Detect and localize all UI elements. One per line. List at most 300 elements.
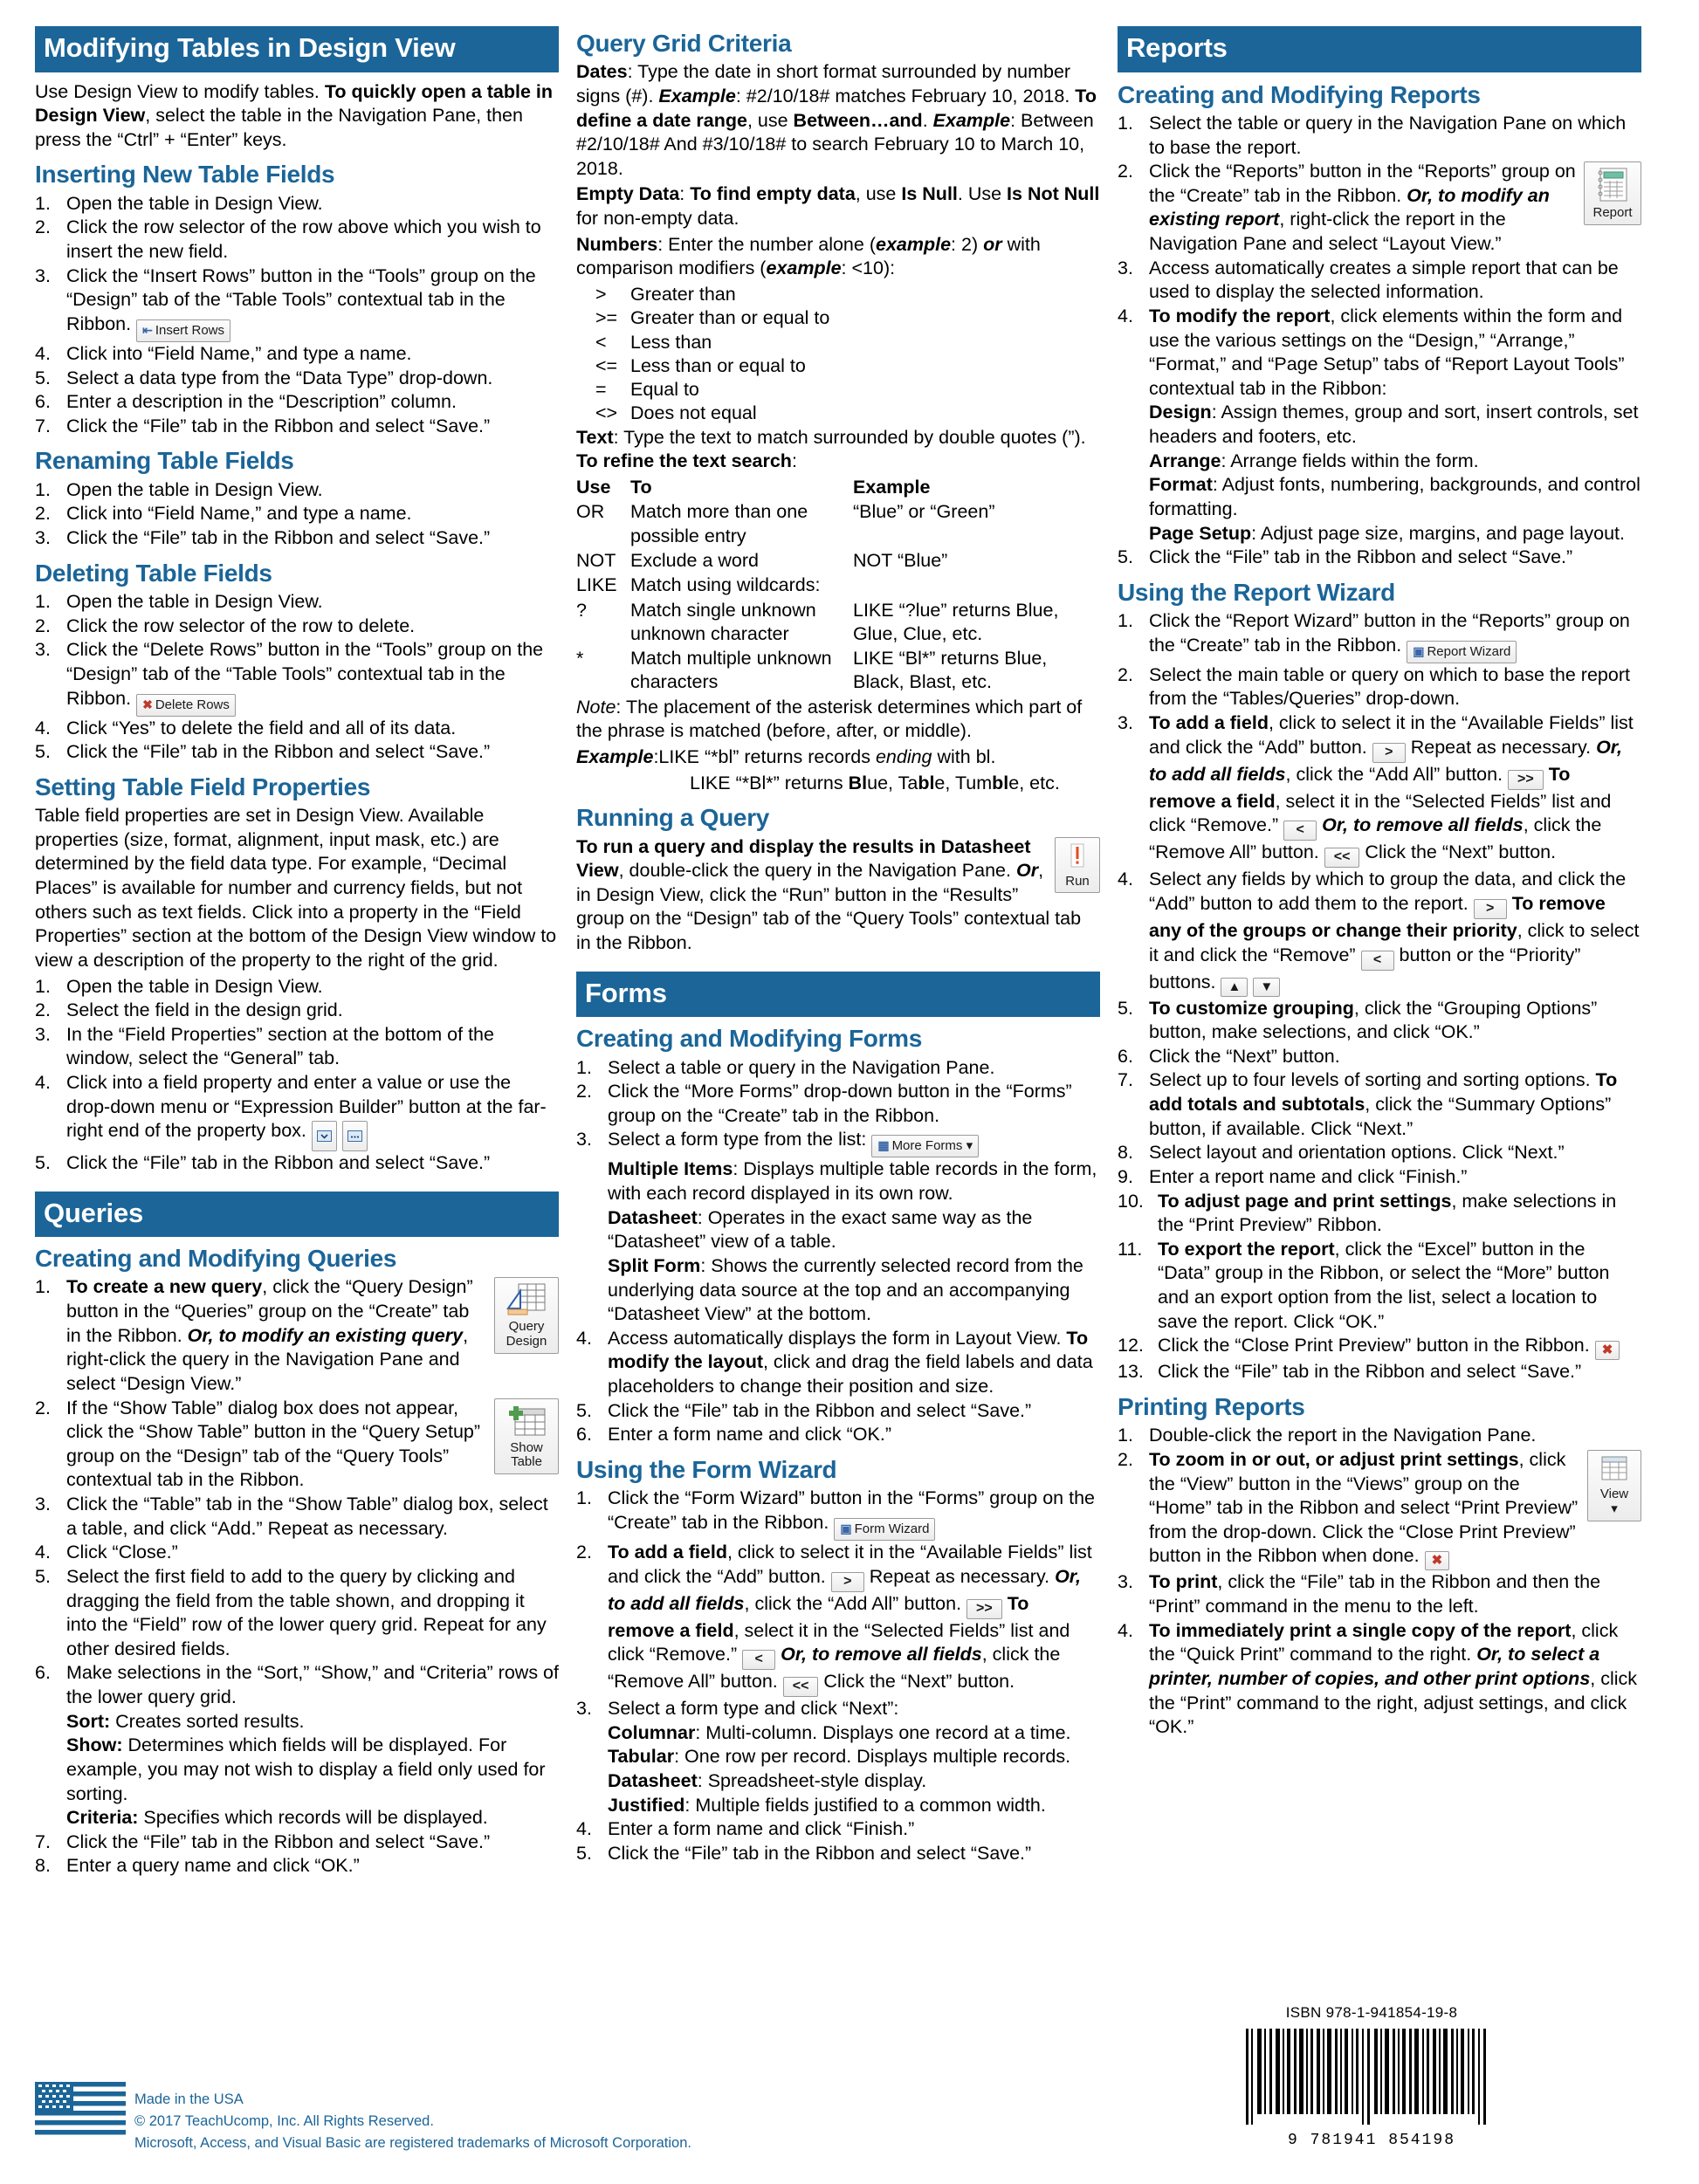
- query-design-icon: [506, 1282, 547, 1317]
- cell-example: LIKE “?lue” returns Blue, Glue, Clue, etc.: [853, 599, 1059, 644]
- step-text: Click the “Form Wizard” button in the “Forms” group on the “Create” tab in the Ribbon.: [608, 1487, 1095, 1533]
- add-field-button[interactable]: >: [831, 1572, 864, 1592]
- list-item: 3. Access automatically creates a simple report that can be used to display the selected information.: [1118, 257, 1619, 303]
- insert-rows-ribbon-button[interactable]: [136, 319, 230, 342]
- column-one: [35, 26, 559, 1999]
- list-item: 12. Click the “Close Print Preview” button in the Ribbon. ✖: [1118, 1334, 1641, 1360]
- list-item: 10. To adjust page and print settings, make selections in the “Print Preview” Ribbon.: [1118, 1190, 1617, 1236]
- wildcard-note: Note: The placement of the asterisk determines which part of the phrase is matched (before, after, or middle).: [576, 696, 1083, 742]
- operator-symbol: <: [595, 331, 607, 353]
- delete-rows-ribbon-button[interactable]: [136, 694, 236, 717]
- list-item: 5. Click the “File” tab in the Ribbon and select “Save.”: [576, 1842, 1032, 1864]
- step-number: 4.: [35, 1072, 51, 1094]
- step-number: 5.: [35, 367, 51, 388]
- step-bold: To create a new query: [66, 1276, 263, 1298]
- comparison-operators-table: [576, 283, 1100, 426]
- run-label: Run: [1065, 873, 1090, 889]
- query-design-ribbon-button[interactable]: [494, 1277, 559, 1354]
- cell-to: Match more than one possible entry: [630, 501, 808, 546]
- step-text: Access automatically creates a simple report that can be used to display the selected information.: [1149, 257, 1619, 303]
- cell-to: Match using wildcards:: [630, 574, 821, 596]
- step-text: Click the row selector of the row above which you wish to insert the new field.: [66, 216, 541, 263]
- trademark-text: Microsoft, Access, and Visual Basic are registered trademarks of Microsoft Corporation.: [134, 2134, 691, 2151]
- operator-symbol: <>: [595, 402, 618, 424]
- list-item: [35, 717, 559, 741]
- step-text: In the “Field Properties” section at the bottom of the window, select the “General” tab.: [66, 1023, 494, 1069]
- list-item: [35, 615, 559, 639]
- show-table-ribbon-button[interactable]: [494, 1398, 559, 1475]
- step-number: 3.: [35, 527, 51, 549]
- list-item: 6. Enter a form name and click “OK.”: [576, 1424, 891, 1446]
- page-footer: [35, 2082, 995, 2154]
- chevron-down-icon: ▾: [1611, 1501, 1618, 1516]
- list-item: 6. Make selections in the “Sort,” “Show,” and “Criteria” rows of the lower query grid. Sort: Creates sorted results. Show: Determines which fields will be displayed. For example, you may not wish to display a field only used for sorting. Criteria: Specifies which records will be displayed.: [35, 1662, 559, 1829]
- columnar-label: Columnar: [608, 1721, 696, 1743]
- step-number: 6.: [35, 391, 51, 413]
- list-renaming-table-fields: [35, 478, 559, 551]
- add-all-fields-button[interactable]: >>: [1508, 770, 1544, 790]
- step-number: 4.: [35, 342, 51, 364]
- datasheet-label: Datasheet: [608, 1206, 698, 1228]
- heading-query-grid-criteria: Query Grid Criteria: [576, 30, 792, 57]
- cell-example: LIKE “Bl*” returns Blue, Black, Blast, etc.: [853, 648, 1048, 693]
- expression-builder-button[interactable]: [342, 1121, 368, 1151]
- step-number: 7.: [35, 415, 51, 436]
- add-field-button[interactable]: >: [1372, 743, 1406, 763]
- list-item: [35, 192, 559, 216]
- list-item: 3. Select a form type and click “Next”: Columnar: Multi-column. Displays one record at a time. Tabular: One row per record. Displays multiple records. Datasheet: Spreadsheet-style display. Justified: Multiple fields justified to a common width.: [576, 1698, 1071, 1816]
- list-item: [35, 999, 559, 1023]
- wildcard-example-line2: LIKE “*Bl*” returns Blue, Table, Tumble, etc.: [690, 772, 1060, 793]
- step-text: Click the “File” tab in the Ribbon and select “Save.”: [66, 741, 491, 763]
- step-text: If the “Show Table” dialog box does not appear, click the “Show Table” button in the “Query Setup” group on the “Design” tab of the “Query Tools” contextual tab in the Ribbon.: [66, 1397, 481, 1491]
- list-item: 2. To add a field, click to select it in the “Available Fields” list and click the “Add” button. > Repeat as necessary. Or, to add all fields, click the “Add All” button. >> To remove a field, select it in the “Selected Fields” list and click “Remove.” < Or, to remove all fields, click the “Remove All” button. << Click the “Next” button.: [576, 1541, 1100, 1697]
- banner-modifying-tables: Modifying Tables in Design View: [35, 26, 559, 72]
- list-item: 5. Click the “File” tab in the Ribbon and select “Save.”: [1118, 546, 1573, 568]
- close-print-preview-icon[interactable]: ✖: [1595, 1341, 1620, 1360]
- table-row: [576, 500, 1100, 548]
- step-bold-italic: Or, to modify an existing query: [187, 1324, 464, 1346]
- remove-field-button[interactable]: <: [742, 1650, 775, 1670]
- criteria-desc: Specifies which records will be displayed.: [138, 1807, 488, 1829]
- insert-rows-icon: ⇤: [142, 322, 153, 337]
- sort-desc: Creates sorted results.: [110, 1710, 305, 1732]
- step-text: Click the “File” tab in the Ribbon and select “Save.”: [608, 1842, 1032, 1864]
- list-item: 9. Enter a report name and click “Finish.”: [1118, 1165, 1468, 1187]
- usa-flag-icon: [35, 2082, 126, 2138]
- list-form-wizard: [576, 1487, 1100, 1865]
- wildcards-table: [576, 476, 1100, 695]
- list-item: 3. To print, click the “File” tab in the Ribbon and then the “Print” command in the menu to the left.: [1118, 1571, 1601, 1617]
- step-text: Double-click the report in the Navigation Pane.: [1149, 1425, 1537, 1446]
- heading-using-form-wizard: Using the Form Wizard: [576, 1455, 837, 1483]
- step-text: Enter a form name and click “Finish.”: [608, 1818, 915, 1840]
- step-text: Click the “Insert Rows” button in the “Tools” group on the “Design” tab of the “Table Tools” contextual tab in the Ribbon.: [66, 264, 536, 334]
- step-text: Click the “Close Print Preview” button in the Ribbon.: [1158, 1335, 1590, 1356]
- heading-creating-modifying-reports: Creating and Modifying Reports: [1118, 80, 1481, 108]
- list-item: 11. To export the report, click the “Excel” button in the “Data” group in the Ribbon, or select the “More” button and an export option from the list, select a location to save the report. Click “OK.”: [1118, 1238, 1610, 1332]
- step-text: Click the “Delete Rows” button in the “Tools” group on the “Design” tab of the “Table Tools” contextual tab in the Ribbon.: [66, 639, 544, 709]
- table-row: [576, 283, 1100, 306]
- more-forms-label: More Forms: [891, 1138, 963, 1154]
- more-forms-icon: ▦: [877, 1138, 890, 1153]
- example-label: Example: [576, 745, 654, 767]
- text-criteria-paragraph: Text: Type the text to match surrounded by double quotes (”). To refine the text search:: [576, 426, 1086, 472]
- step-number: 4.: [35, 717, 51, 738]
- report-wizard-label: Report Wizard: [1427, 643, 1511, 659]
- step-text: Click “Yes” to delete the field and all of its data.: [66, 717, 457, 738]
- step-number: 2.: [35, 216, 51, 238]
- operator-symbol: =: [595, 379, 607, 401]
- operator-meaning: Equal to: [630, 379, 699, 401]
- list-item: [35, 740, 559, 765]
- column-header-use: Use: [576, 477, 611, 498]
- list-report-wizard: [1118, 609, 1641, 1384]
- delete-rows-icon: ✖: [142, 697, 153, 711]
- step-text: Select the table or query in the Navigation Pane on which to base the report.: [1149, 112, 1627, 158]
- report-label: Report: [1592, 205, 1633, 221]
- list-item: 3. Click the “Table” tab in the “Show Table” dialog box, select a table, and click “Add.” Repeat as necessary.: [35, 1494, 548, 1539]
- list-item: 3. Select a form type from the list: ▦ More Forms ▾ Multiple Items: Displays multiple table records in the form, with each record displayed in its own row. Datasheet: Operates in the exact same way as the “Datasheet” view of a table. Split Form: Shows the currently selected record from the underlying data source at the top and an accompanying “Datasheet View” at the bottom.: [576, 1129, 1097, 1325]
- step-text: Click the row selector of the row to delete.: [66, 615, 416, 636]
- banner-reports: Reports: [1118, 26, 1641, 72]
- list-item: 4. Click “Close.”: [35, 1542, 178, 1563]
- table-row: [576, 599, 1100, 647]
- list-item: [35, 478, 559, 503]
- view-ribbon-button[interactable]: [1587, 1450, 1641, 1521]
- step-text: Click “Close.”: [66, 1542, 178, 1563]
- heading-running-a-query: Running a Query: [576, 804, 770, 832]
- step-text: Click the “File” tab in the Ribbon and select “Save.”: [66, 527, 491, 549]
- heading-printing-reports: Printing Reports: [1118, 1392, 1305, 1420]
- list-item: [35, 1071, 559, 1151]
- operator-symbol: <=: [595, 354, 618, 376]
- column-header-to: To: [630, 477, 652, 498]
- cell-use: NOT: [576, 549, 616, 571]
- show-label: Show:: [66, 1734, 123, 1756]
- text-label: Text: [576, 426, 614, 448]
- table-row: [576, 549, 1100, 573]
- query-design-label-1: Query: [508, 1319, 545, 1335]
- list-item: 1. Select the table or query in the Navigation Pane on which to base the report.: [1118, 112, 1627, 158]
- remove-all-fields-button[interactable]: <<: [783, 1677, 819, 1697]
- datasheet-label: Datasheet: [608, 1770, 698, 1792]
- list-item: [35, 342, 559, 367]
- banner-forms: Forms: [576, 972, 1100, 1018]
- step-text: , click the “Query Design” button in the “Queries” group on the “Create” tab in the Ribbon.: [66, 1276, 473, 1346]
- table-row: [576, 331, 1100, 354]
- chevron-down-icon: ▾: [966, 1138, 973, 1154]
- split-form-label: Split Form: [608, 1254, 701, 1276]
- report-ribbon-button[interactable]: [1584, 161, 1641, 225]
- cell-use: ?: [576, 599, 587, 621]
- intro-text-c: , select the table in the Navigation Pane, then press the “Ctrl” + “Enter” keys.: [35, 105, 523, 150]
- step-text: Enter a description in the “Description” column.: [66, 391, 457, 413]
- step-number: 5.: [35, 741, 51, 763]
- operator-meaning: Less than: [630, 331, 712, 353]
- empty-data-label: Empty Data: [576, 183, 680, 205]
- heading-creating-modifying-forms: Creating and Modifying Forms: [576, 1025, 923, 1053]
- add-all-fields-button[interactable]: >>: [966, 1599, 1002, 1619]
- step-number: 3.: [35, 639, 51, 661]
- show-table-label-1: Show: [510, 1439, 543, 1455]
- footer-text-block: [134, 2082, 691, 2154]
- made-in-usa-text: Made in the USA: [134, 2091, 244, 2107]
- step-text: Click the “File” tab in the Ribbon and select “Save.”: [66, 1830, 491, 1852]
- list-item: 4. Select any fields by which to group the data, and click the “Add” button to add them to the report. > To remove any of the groups or change their priority, click to select it and click the “Remove” < button or the “Priority” buttons. ▲ ▼: [1118, 868, 1641, 996]
- show-desc: Determines which fields will be displayed. For example, you may not wish to display a field only used for sorting.: [66, 1734, 546, 1804]
- step-number: 5.: [35, 1151, 51, 1173]
- list-creating-modifying-forms: [576, 1056, 1100, 1447]
- operator-symbol: >: [595, 283, 607, 305]
- run-ribbon-button[interactable]: [1055, 837, 1100, 894]
- heading-creating-modifying-queries: Creating and Modifying Queries: [35, 1245, 397, 1273]
- list-item: [35, 216, 559, 264]
- note-label: Note: [576, 696, 616, 718]
- list-item: [35, 390, 559, 415]
- cell-to: Exclude a word: [630, 549, 759, 571]
- list-item: 1. Query Design To create a new query, click the “Query Design” button in the “Queries” group on the “Create” tab in the Ribbon. Or, to modify an existing query, right-click the query in the Navigation Pane and select “Design View.”: [35, 1275, 559, 1396]
- numbers-label: Numbers: [576, 233, 658, 255]
- step-text: Enter a form name and click “OK.”: [608, 1424, 891, 1446]
- list-item: 7. Click the “File” tab in the Ribbon and select “Save.”: [35, 1830, 491, 1852]
- show-table-label-2: Table: [511, 1454, 542, 1470]
- step-text: Click the “File” tab in the Ribbon and select “Save.”: [66, 1151, 491, 1173]
- remove-field-button[interactable]: <: [1283, 821, 1317, 841]
- form-wizard-label: Form Wizard: [854, 1521, 930, 1536]
- step-number: 2.: [35, 999, 51, 1021]
- list-setting-table-field-properties: [35, 975, 559, 1176]
- criteria-label: Criteria:: [66, 1807, 139, 1829]
- step-text: Select layout and orientation options. Click “Next.”: [1149, 1142, 1565, 1164]
- report-wizard-ribbon-button[interactable]: [1407, 641, 1517, 663]
- operator-meaning: Greater than or equal to: [630, 307, 830, 329]
- report-icon: [1595, 167, 1630, 203]
- step-number: 2.: [35, 615, 51, 636]
- list-item: 1. Click the “Report Wizard” button in the “Reports” group on the “Create” tab in the Ribbon. ▣ Report Wizard: [1118, 609, 1641, 663]
- list-inserting-new-table-fields: [35, 192, 559, 439]
- delete-rows-label: Delete Rows: [155, 697, 230, 712]
- close-print-preview-icon[interactable]: ✖: [1425, 1551, 1450, 1570]
- cell-use: LIKE: [576, 574, 617, 596]
- step-text: Click the “Table” tab in the “Show Table” dialog box, select a table, and click “Add.” Repeat as necessary.: [66, 1494, 548, 1539]
- list-item: [35, 975, 559, 999]
- insert-rows-label: Insert Rows: [155, 322, 225, 338]
- step-text: Open the table in Design View.: [66, 192, 323, 214]
- step-text: Open the table in Design View.: [66, 591, 323, 613]
- step-text: , right-click the query in the Navigation Pane and select “Design View.”: [66, 1324, 469, 1394]
- chevron-down-icon: [317, 1130, 332, 1142]
- list-item: 1. Double-click the report in the Navigation Pane.: [1118, 1425, 1537, 1446]
- list-item: 2. Show Table If the “Show Table” dialog box does not appear, click the “Show Table” button in the “Query Setup” group on the “Design” tab of the “Query Tools” contextual tab in the Ribbon.: [35, 1397, 559, 1494]
- list-item: [35, 367, 559, 391]
- list-creating-modifying-reports: [1118, 112, 1641, 570]
- step-text: Make selections in the “Sort,” “Show,” and “Criteria” rows of the lower query grid.: [66, 1662, 559, 1708]
- list-item: 5. To customize grouping, click the “Grouping Options” button, make selections, and click “OK.”: [1118, 997, 1598, 1043]
- operator-meaning: Does not equal: [630, 402, 757, 424]
- priority-up-button[interactable]: ▲: [1221, 978, 1248, 997]
- step-text: Click into “Field Name,” and type a name.: [66, 342, 412, 364]
- sort-label: Sort:: [66, 1710, 111, 1732]
- remove-all-fields-button[interactable]: <<: [1324, 848, 1360, 868]
- isbn-digits: 9 781941 854198: [1287, 2132, 1456, 2149]
- step-text: Select a form type from the list:: [608, 1129, 867, 1150]
- step-text: Select a table or query in the Navigation Pane.: [608, 1056, 995, 1078]
- heading-setting-table-field-properties: Setting Table Field Properties: [35, 773, 371, 800]
- list-item: 7. Select up to four levels of sorting and sorting options. To add totals and subtotals, click the “Summary Options” button, if available. Click “Next.”: [1118, 1069, 1618, 1139]
- heading-renaming-table-fields: Renaming Table Fields: [35, 447, 294, 475]
- step-text: Select a data type from the “Data Type” drop-down.: [66, 367, 493, 388]
- list-item: [35, 526, 559, 551]
- operator-symbol: >=: [595, 307, 618, 329]
- step-number: 1.: [35, 478, 51, 500]
- tabular-label: Tabular: [608, 1746, 675, 1768]
- step-number: 1.: [35, 192, 51, 214]
- table-row: [576, 378, 1100, 402]
- step-number: 3.: [35, 1023, 51, 1045]
- page-setup-label: Page Setup: [1149, 522, 1252, 544]
- barcode-image: [1228, 2029, 1516, 2130]
- format-label: Format: [1149, 474, 1213, 496]
- step-text: Enter a report name and click “Finish.”: [1149, 1165, 1468, 1187]
- list-item: 4. Access automatically displays the form in Layout View. To modify the layout, click and drag the field labels and data placeholders to change their position and size.: [576, 1327, 1093, 1398]
- banner-queries: Queries: [35, 1192, 559, 1238]
- step-number: 1.: [35, 975, 51, 997]
- design-label: Design: [1149, 402, 1212, 423]
- list-item: [35, 264, 559, 342]
- step-number: 1.: [35, 591, 51, 613]
- list-item: 8. Select layout and orientation options. Click “Next.”: [1118, 1142, 1565, 1164]
- list-deleting-table-fields: [35, 590, 559, 765]
- step-text: Click the “Report Wizard” button in the “Reports” group on the “Create” tab in the Ribbon.: [1149, 610, 1630, 656]
- step-text: Open the table in Design View.: [66, 478, 323, 500]
- running-query-paragraph: Run To run a query and display the results in Datasheet View, double-click the query in the Navigation Pane. Or, in Design View, click the “Run” button in the “Results” group on the “Design” tab of the “Query Tools” contextual tab in the Ribbon.: [576, 835, 1100, 956]
- isbn-label: ISBN 978-1-941854-19-8: [1285, 2004, 1458, 2021]
- run-exclamation-icon: [1069, 842, 1086, 872]
- step-text: Open the table in Design View.: [66, 975, 323, 997]
- list-item: 5. Select the first field to add to the query by clicking and dragging the field from the table shown, and dropping it into the “Field” row of the lower query grid. Repeat for any other desired fields.: [35, 1565, 547, 1659]
- list-item: 2. Report Click the “Reports” button in the “Reports” group on the “Create” tab in the Ribbon. Or, to modify an existing report, right-click the report in the Navigation Pane and select “Layout View.”: [1118, 160, 1641, 257]
- list-item: 8. Enter a query name and click “OK.”: [35, 1855, 360, 1877]
- report-wizard-icon: ▣: [1413, 643, 1425, 658]
- list-printing-reports: [1118, 1424, 1641, 1740]
- list-item: 1. Select a table or query in the Navigation Pane.: [576, 1056, 995, 1078]
- column-two: [576, 26, 1100, 1999]
- show-table-icon: [506, 1404, 547, 1439]
- dropdown-arrow-button[interactable]: [312, 1121, 337, 1151]
- list-item: 2. Select the main table or query on which to base the report from the “Tables/Queries” drop-down.: [1118, 663, 1630, 710]
- step-text: Click into a field property and enter a value or use the drop-down menu or “Expression Builder” button at the far-right end of the property box.: [66, 1072, 547, 1142]
- form-wizard-ribbon-button[interactable]: [834, 1518, 935, 1541]
- field-properties-paragraph: Table field properties are set in Design View. Available properties (size, format, alignment, input mask, etc.) are determined by the field data type. For example, “Decimal Places” is available for number and currency fields, but not others such as text fields. Click into a property in the “Field Properties” section at the bottom of the Design View window to view a description of the property to the right of the grid.: [35, 805, 557, 971]
- priority-down-button[interactable]: ▼: [1253, 978, 1280, 997]
- cell-example: NOT “Blue”: [853, 549, 948, 571]
- heading-deleting-table-fields: Deleting Table Fields: [35, 559, 272, 587]
- copyright-text: © 2017 TeachUcomp, Inc. All Rights Reserved.: [134, 2112, 434, 2129]
- list-item: 5. Click the “File” tab in the Ribbon and select “Save.”: [576, 1399, 1032, 1421]
- list-item: 4. Enter a form name and click “Finish.”: [576, 1818, 915, 1840]
- arrange-label: Arrange: [1149, 450, 1221, 471]
- column-header-example: Example: [853, 477, 931, 498]
- table-row: [576, 573, 1100, 597]
- cell-to: Match multiple unknown characters: [630, 648, 832, 693]
- cell-to: Match single unknown unknown character: [630, 599, 816, 644]
- empty-data-paragraph: Empty Data: To find empty data, use Is Null. Use Is Not Null for non-empty data.: [576, 183, 1100, 230]
- dates-paragraph: Dates: Type the date in short format surrounded by number signs (#). Example: #2/10/18# matches February 10, 2018. To define a date range, use Between…and. Example: Between #2/10/18# And #3/10/18# to search February 10 to March 10, 2018.: [576, 61, 1097, 179]
- column-three: [1118, 26, 1641, 1999]
- table-row: [576, 647, 1100, 695]
- heading-using-report-wizard: Using the Report Wizard: [1118, 578, 1395, 606]
- list-creating-modifying-queries: [35, 1275, 559, 1878]
- cell-example: [853, 573, 1100, 597]
- wildcard-example: Example:LIKE “*bl” returns records ending with bl.: [576, 745, 996, 767]
- operator-meaning: Greater than: [630, 283, 736, 305]
- table-row: [576, 354, 1100, 378]
- step-text: Click into “Field Name,” and type a name.: [66, 503, 412, 525]
- ellipsis-icon: [347, 1130, 362, 1142]
- step-text: Select the first field to add to the query by clicking and dragging the field from the table shown, and dropping it into the “Field” row of the lower query grid. Repeat for any other desired fields.: [66, 1565, 547, 1659]
- add-group-button[interactable]: >: [1474, 899, 1507, 919]
- table-header-row: [576, 476, 1100, 499]
- step-number: 3.: [35, 264, 51, 286]
- list-item: [35, 502, 559, 526]
- heading-inserting-new-table-fields: Inserting New Table Fields: [35, 161, 335, 189]
- step-text: Click the “File” tab in the Ribbon and select “Save.”: [608, 1399, 1032, 1421]
- step-text: Select the field in the design grid.: [66, 999, 343, 1021]
- list-item: [35, 415, 559, 439]
- dates-label: Dates: [576, 61, 628, 83]
- step-text: Click the “File” tab in the Ribbon and select “Save.”: [1149, 546, 1573, 568]
- ean13-barcode-icon: [1241, 2029, 1503, 2130]
- view-label: View: [1599, 1486, 1629, 1501]
- remove-group-button[interactable]: <: [1361, 951, 1394, 971]
- list-item: 1. Click the “Form Wizard” button in the “Forms” group on the “Create” tab in the Ribbon. ▣ Form Wizard: [576, 1487, 1100, 1541]
- cell-use: *: [576, 648, 584, 670]
- list-item: 3. To add a field, click to select it in the “Available Fields” list and click the “Add” button. > Repeat as necessary. Or, to add all fields, click the “Add All” button. >> To remove a field, select it in the “Selected Fields” list and click “Remove.” < Or, to remove all fields, click the “Remove All” button. << Click the “Next” button.: [1118, 711, 1641, 868]
- isbn-barcode-block: [1228, 2004, 1516, 2149]
- list-item: 4. To modify the report, click elements within the form and use the various settings on the “Design,” “Arrange,” “Format,” and “Page Setup” tabs of “Report Layout Tools” contextual tab in the Ribbon: Design: Assign themes, group and sort, insert controls, set headers and footers, etc. Arrange: Arrange fields within the form. Format: Adjust fonts, numbering, backgrounds, and control formatting. Page Setup: Adjust page size, margins, and page layout.: [1118, 305, 1641, 544]
- list-item: [35, 638, 559, 716]
- step-text: Click the “More Forms” drop-down button in the “Forms” group on the “Create” tab in the Ribbon.: [608, 1081, 1072, 1126]
- query-design-label-2: Design: [506, 1334, 547, 1350]
- intro-text-bold: To quickly open a table in Design View: [35, 80, 554, 127]
- step-text: Select a form type and click “Next”:: [608, 1698, 899, 1720]
- step-text: Enter a query name and click “OK.”: [66, 1855, 360, 1877]
- cell-example: “Blue” or “Green”: [853, 501, 995, 523]
- list-item: 2. Click the “More Forms” drop-down button in the “Forms” group on the “Create” tab in the Ribbon.: [576, 1081, 1072, 1126]
- run-bold: To run a query and display the results in Datasheet View: [576, 835, 1031, 882]
- list-item: [35, 1151, 559, 1176]
- form-wizard-icon: ▣: [840, 1521, 852, 1535]
- view-icon: [1599, 1455, 1630, 1485]
- numbers-paragraph: Numbers: Enter the number alone (example: 2) or with comparison modifiers (example: <10):: [576, 233, 1041, 279]
- step-text: Click the “File” tab in the Ribbon and select “Save.”: [1158, 1361, 1582, 1383]
- intro-text-a: Use Design View to modify tables.: [35, 80, 325, 102]
- intro-paragraph: [35, 80, 559, 153]
- step-text: Click the “File” tab in the Ribbon and select “Save.”: [66, 415, 491, 436]
- multiple-items-label: Multiple Items: [608, 1158, 733, 1180]
- list-item: 6. Click the “Next” button.: [1118, 1045, 1340, 1067]
- cell-use: OR: [576, 501, 605, 523]
- step-text: Click the “Next” button.: [1149, 1045, 1340, 1067]
- table-row: [576, 402, 1100, 425]
- list-item: [35, 590, 559, 615]
- list-item: 13. Click the “File” tab in the Ribbon and select “Save.”: [1118, 1361, 1582, 1383]
- more-forms-dropdown-button[interactable]: [871, 1135, 979, 1157]
- list-item: [35, 1023, 559, 1071]
- list-item: 4. To immediately print a single copy of the report, click the “Quick Print” command to the right. Or, to select a printer, number of copies, and other print options, click the “Print” command to the right, adjust settings, and click “OK.”: [1118, 1619, 1638, 1738]
- operator-meaning: Less than or equal to: [630, 354, 806, 376]
